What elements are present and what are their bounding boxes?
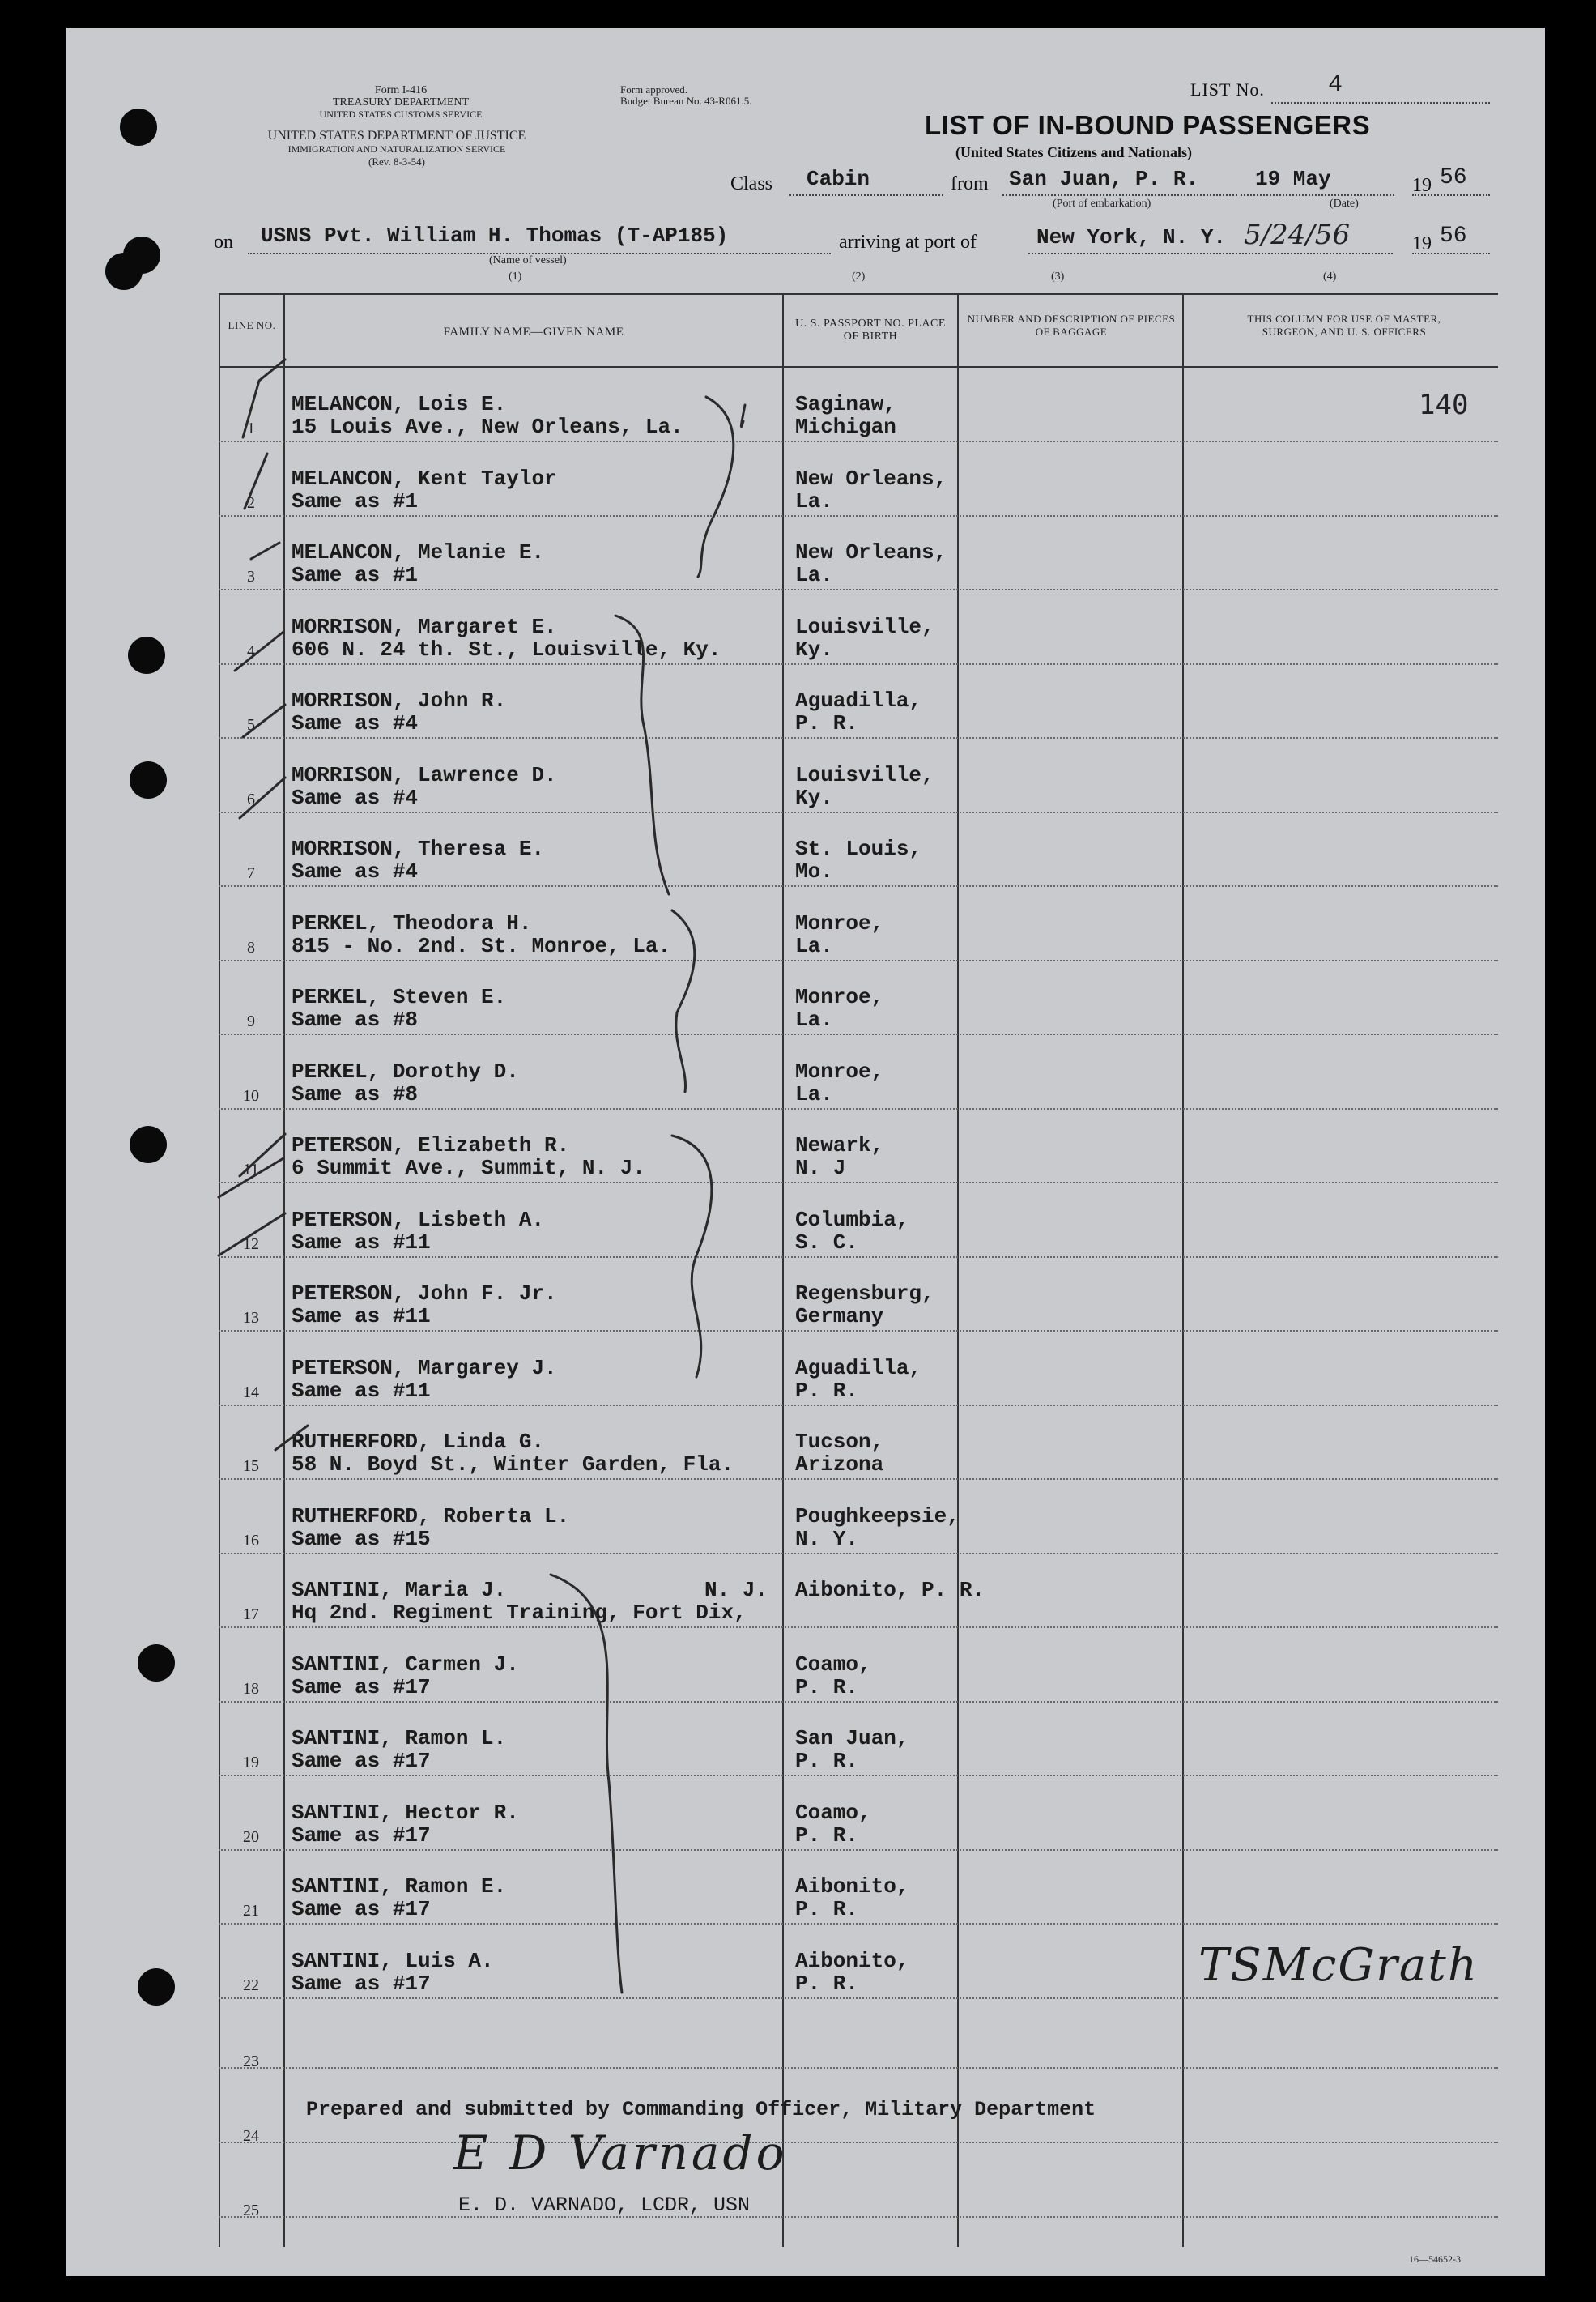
passenger-address: Same as #4 — [292, 711, 419, 735]
line-number: 17 — [243, 1605, 259, 1623]
passenger-address: Same as #8 — [292, 1008, 419, 1032]
passenger-name: MELANCON, Kent Taylor — [292, 467, 557, 491]
officer-signature: TSMcGrath — [1198, 1939, 1479, 1992]
passenger-name: SANTINI, Hector R. — [292, 1801, 519, 1825]
passenger-address: 6 Summit Ave., Summit, N. J. — [292, 1156, 645, 1180]
year-prefix-2: 19 — [1412, 233, 1432, 254]
birthplace-line1: St. Louis, — [795, 837, 922, 861]
class-value: Cabin — [807, 167, 870, 191]
line-number: 19 — [243, 1754, 259, 1771]
passenger-name: PETERSON, John F. Jr. — [292, 1281, 557, 1306]
passenger-name: PERKEL, Dorothy D. — [292, 1059, 519, 1084]
line-number: 8 — [247, 939, 255, 957]
birthplace-line1: Poughkeepsie, — [795, 1504, 960, 1528]
birthplace-line1: Louisville, — [795, 763, 934, 787]
birthplace-line2: La. — [795, 934, 833, 958]
line-number: 3 — [247, 568, 255, 586]
birthplace-line1: Aguadilla, — [795, 1356, 922, 1380]
passenger-name: MORRISON, Theresa E. — [292, 837, 545, 861]
customs-service: UNITED STATES CUSTOMS SERVICE — [319, 109, 483, 120]
line-number: 12 — [243, 1235, 259, 1253]
birthplace-line2: S. C. — [795, 1230, 859, 1255]
check-mark — [243, 705, 285, 737]
col-header-baggage: NUMBER AND DESCRIPTION OF PIECES OF BAGGAGE — [967, 313, 1176, 338]
list-no-label: LIST No. — [1190, 79, 1265, 100]
passenger-name: PETERSON, Elizabeth R. — [292, 1133, 570, 1157]
birthplace-line2: La. — [795, 1008, 833, 1032]
birthplace-line1: Coamo, — [795, 1801, 871, 1825]
birthplace-line2: P. R. — [795, 1675, 859, 1699]
year-suffix: 56 — [1440, 165, 1467, 190]
vessel-caption: (Name of vessel) — [489, 254, 567, 266]
birthplace-line1: Monroe, — [795, 985, 884, 1009]
passenger-address: Same as #11 — [292, 1379, 431, 1403]
signature-varnado: E D Varnado — [453, 2125, 788, 2181]
birthplace-line1: Tucson, — [795, 1430, 884, 1454]
passenger-address: Hq 2nd. Regiment Training, Fort Dix, — [292, 1601, 747, 1625]
birthplace-line1: Columbia, — [795, 1208, 909, 1232]
birthplace-line2: Mo. — [795, 859, 833, 884]
birthplace-line2: La. — [795, 489, 833, 514]
bracket-mark — [615, 616, 669, 894]
revision: (Rev. 8-3-54) — [368, 156, 425, 168]
bracket-mark — [672, 1136, 712, 1377]
birthplace-line1: Aibonito, P. R. — [795, 1578, 985, 1602]
birthplace-line1: New Orleans, — [795, 467, 947, 491]
birthplace-line2: P. R. — [795, 1897, 859, 1921]
check-mark — [219, 1213, 285, 1255]
caption-4: (4) — [1323, 271, 1337, 283]
bracket-mark — [698, 397, 734, 577]
embark-port-value: San Juan, P. R. — [1009, 167, 1199, 191]
line-number: 13 — [243, 1309, 259, 1327]
passenger-address: Same as #1 — [292, 563, 419, 587]
form-approved: Form approved. — [620, 83, 688, 96]
passenger-name: MORRISON, John R. — [292, 688, 507, 713]
birthplace-line1: Coamo, — [795, 1652, 871, 1677]
birthplace-line1: Aguadilla, — [795, 688, 922, 713]
line-number: 14 — [243, 1383, 259, 1401]
caption-1: (1) — [509, 271, 522, 283]
list-no-value: 4 — [1328, 71, 1343, 99]
passenger-name: MORRISON, Margaret E. — [292, 615, 557, 639]
col-header-passport: U. S. PASSPORT NO. PLACE OF BIRTH — [795, 318, 946, 343]
line-number: 4 — [247, 642, 255, 660]
print-code: 16—54652-3 — [1409, 2253, 1461, 2265]
line-number: 24 — [243, 2127, 259, 2145]
birthplace-line1: Monroe, — [795, 1059, 884, 1084]
line-number: 16 — [243, 1532, 259, 1550]
passenger-name: MELANCON, Lois E. — [292, 392, 507, 416]
birthplace-line1: Aibonito, — [795, 1874, 909, 1899]
passenger-address: Same as #15 — [292, 1527, 431, 1551]
passenger-address: Same as #11 — [292, 1304, 431, 1328]
line-number: 15 — [243, 1457, 259, 1475]
passenger-name: PERKEL, Steven E. — [292, 985, 507, 1009]
birthplace-line2: Michigan — [795, 415, 896, 439]
birthplace-line1: New Orleans, — [795, 540, 947, 565]
birthplace-line1: Monroe, — [795, 911, 884, 936]
line-number: 21 — [243, 1902, 259, 1920]
prepared-statement: Prepared and submitted by Commanding Officer, Military Department — [306, 2098, 1096, 2121]
passenger-address: Same as #17 — [292, 1675, 431, 1699]
check-mark — [240, 778, 285, 818]
passenger-name: MELANCON, Melanie E. — [292, 540, 545, 565]
line-number: 10 — [243, 1087, 259, 1105]
passenger-name: PETERSON, Margarey J. — [292, 1356, 557, 1380]
passenger-name: SANTINI, Luis A. — [292, 1949, 494, 1973]
bracket-mark — [551, 1575, 622, 1993]
class-label: Class — [730, 173, 773, 194]
check-mark — [245, 454, 267, 509]
passenger-name: PERKEL, Theodora H. — [292, 911, 532, 936]
line-number: 5 — [247, 716, 255, 734]
birthplace-line2: Ky. — [795, 637, 833, 662]
passenger-name: MORRISON, Lawrence D. — [292, 763, 557, 787]
arrival-date-stamp: 5/24/56 — [1244, 219, 1351, 251]
treasury-dept: TREASURY DEPARTMENT — [332, 96, 470, 109]
caption-2: (2) — [852, 271, 866, 283]
justice-dept: UNITED STATES DEPARTMENT OF JUSTICE — [267, 129, 526, 143]
check-mark — [251, 543, 279, 559]
passenger-name: PETERSON, Lisbeth A. — [292, 1208, 545, 1232]
passenger-name: SANTINI, Ramon L. — [292, 1726, 507, 1750]
port-embark-caption: (Port of embarkation) — [1053, 198, 1151, 210]
officer-note: 140 — [1419, 389, 1469, 421]
page-title: LIST OF IN-BOUND PASSENGERS — [925, 110, 1371, 140]
line-number: 11 — [243, 1161, 259, 1179]
passenger-address: 58 N. Boyd St., Winter Garden, Fla. — [292, 1452, 734, 1477]
birthplace-line1: San Juan, — [795, 1726, 909, 1750]
passenger-address: Same as #17 — [292, 1823, 431, 1848]
bracket-mark — [672, 910, 695, 1092]
check-mark — [275, 1426, 308, 1450]
signer-name: E. D. VARNADO, LCDR, USN — [458, 2193, 751, 2217]
page-subtitle: (United States Citizens and Nationals) — [955, 144, 1193, 160]
line-number: 7 — [247, 864, 255, 882]
passenger-address: 606 N. 24 th. St., Louisville, Ky. — [292, 637, 721, 662]
birthplace-line2: N. Y. — [795, 1527, 859, 1551]
passenger-name: RUTHERFORD, Linda G. — [292, 1430, 545, 1454]
vessel-name: USNS Pvt. William H. Thomas (T-AP185) — [261, 224, 729, 248]
bracket-mark — [741, 405, 745, 427]
passenger-address: Same as #17 — [292, 1897, 431, 1921]
budget-bureau: Budget Bureau No. 43-R061.5. — [620, 95, 752, 107]
line-number: 22 — [243, 1976, 259, 1994]
date-caption: (Date) — [1330, 198, 1359, 210]
passenger-name: RUTHERFORD, Roberta L. — [292, 1504, 570, 1528]
birthplace-line2: P. R. — [795, 711, 859, 735]
col-header-officers: THIS COLUMN FOR USE OF MASTER, SURGEON, AND U. S. OFFICERS — [1247, 313, 1441, 338]
birthplace-line2: P. R. — [795, 1972, 859, 1996]
check-mark — [243, 360, 285, 437]
passenger-name-extra: N. J. — [704, 1578, 768, 1602]
passenger-address: Same as #8 — [292, 1082, 419, 1106]
birthplace-line2: La. — [795, 563, 833, 587]
caption-3: (3) — [1051, 271, 1065, 283]
year-prefix: 19 — [1412, 175, 1432, 196]
line-number: 1 — [247, 420, 255, 437]
passenger-address: Same as #17 — [292, 1749, 431, 1773]
passenger-address: Same as #1 — [292, 489, 419, 514]
line-number: 6 — [247, 791, 255, 808]
line-number: 2 — [247, 494, 255, 512]
birthplace-line1: Saginaw, — [795, 392, 896, 416]
birthplace-line1: Newark, — [795, 1133, 884, 1157]
passenger-address: 15 Louis Ave., New Orleans, La. — [292, 415, 683, 439]
arriving-label: arriving at port of — [839, 232, 977, 253]
line-number: 9 — [247, 1012, 255, 1030]
birthplace-line2: P. R. — [795, 1749, 859, 1773]
birthplace-line1: Louisville, — [795, 615, 934, 639]
passenger-name: SANTINI, Maria J. — [292, 1578, 507, 1602]
passenger-address: Same as #4 — [292, 859, 419, 884]
birthplace-line2: Germany — [795, 1304, 884, 1328]
line-number: 25 — [243, 2202, 259, 2219]
birthplace-line2: P. R. — [795, 1823, 859, 1848]
passenger-address: 815 - No. 2nd. St. Monroe, La. — [292, 934, 671, 958]
passenger-name: SANTINI, Carmen J. — [292, 1652, 519, 1677]
form-number: Form I-416 — [374, 84, 428, 96]
passenger-address: Same as #11 — [292, 1230, 431, 1255]
col-header-line-no: LINE NO. — [228, 319, 276, 331]
ins-service: IMMIGRATION AND NATURALIZATION SERVICE — [287, 143, 506, 155]
birthplace-line1: Regensburg, — [795, 1281, 934, 1306]
arrival-port: New York, N. Y. — [1036, 225, 1227, 249]
birthplace-line2: N. J — [795, 1156, 846, 1180]
passenger-address: Same as #17 — [292, 1972, 431, 1996]
from-label: from — [951, 173, 989, 194]
line-number: 20 — [243, 1828, 259, 1846]
check-mark — [235, 632, 283, 671]
year-suffix-2: 56 — [1440, 224, 1467, 249]
line-number: 18 — [243, 1680, 259, 1698]
birthplace-line2: La. — [795, 1082, 833, 1106]
col-header-name: FAMILY NAME—GIVEN NAME — [443, 326, 624, 339]
birthplace-line2: Ky. — [795, 786, 833, 810]
birthplace-line2: Arizona — [795, 1452, 884, 1477]
birthplace-line1: Aibonito, — [795, 1949, 909, 1973]
birthplace-line2: P. R. — [795, 1379, 859, 1403]
passenger-name: SANTINI, Ramon E. — [292, 1874, 507, 1899]
embark-date-value: 19 May — [1255, 167, 1331, 191]
on-label: on — [214, 232, 233, 253]
passenger-address: Same as #4 — [292, 786, 419, 810]
line-number: 23 — [243, 2053, 259, 2070]
